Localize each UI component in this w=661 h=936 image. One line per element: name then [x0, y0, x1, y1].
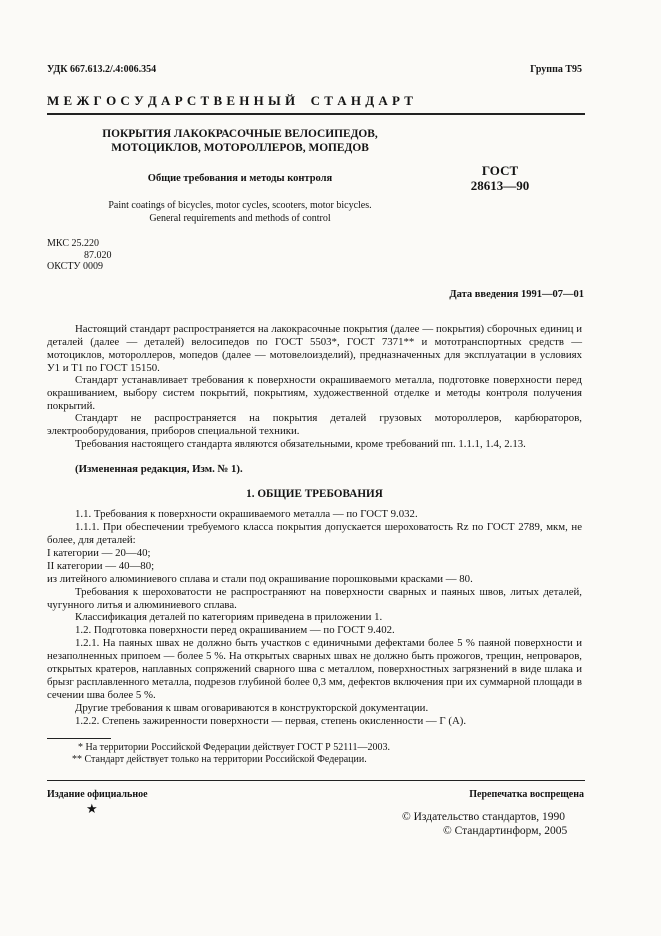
- mks-code-2: 87.020: [84, 250, 112, 261]
- footnote-rule: [47, 738, 111, 739]
- subtitle: Общие требования и методы контроля: [147, 173, 333, 184]
- footnote-2: ** Стандарт действует только на территории Российской Федерации.: [72, 754, 367, 765]
- title-line-1: ПОКРЫТИЯ ЛАКОКРАСОЧНЫЕ ВЕЛОСИПЕДОВ,: [102, 128, 378, 140]
- category-2: II категории — 40—80;: [47, 560, 155, 572]
- mks-code-1: МКС 25.220: [47, 238, 99, 249]
- section-1-title: 1. ОБЩИЕ ТРЕБОВАНИЯ: [246, 488, 383, 500]
- clause-1-1: 1.1. Требования к поверхности окрашиваемого металла — по ГОСТ 9.032.: [75, 508, 418, 520]
- standard-banner: М Е Ж Г О С У Д А Р С Т В Е Н Н Ы Й С Т А Н Д А Р Т: [47, 93, 414, 108]
- star-icon: ★: [86, 801, 98, 816]
- group-code: Группа Т95: [530, 64, 582, 75]
- amendment-note: (Измененная редакция, Изм. № 1).: [75, 463, 243, 475]
- clause-1-2-2: 1.2.2. Степень зажиренности поверхности — первая, степень окисленности — Г (А).: [75, 715, 467, 727]
- intro-paragraph-1: Настоящий стандарт распространяется на лакокрасочные покрытия (далее — покрытия) сборочных единиц и деталей (далее — деталей) велосипедов по ГОСТ 5503*, ГОСТ 7371** и мототранспортных средств — мотоциклов, мотороллеров, мопедов (далее — мотовелоизделий), предназначенных для эксплуатации в условиях У1 и Т1 по ГОСТ 15150.: [47, 323, 582, 374]
- footnote-1: * На территории Российской Федерации действует ГОСТ Р 52111—2003.: [78, 742, 390, 753]
- intro-date: Дата введения 1991—07—01: [449, 289, 584, 300]
- header-rule: [47, 113, 585, 115]
- copyright-1: © Издательство стандартов, 1990: [402, 811, 566, 823]
- english-title-1: Paint coatings of bicycles, motor cycles, scooters, motor bicycles.: [108, 200, 372, 211]
- udk-code: УДК 667.613.2/.4:006.354: [47, 64, 157, 75]
- intro-paragraph-2: Стандарт устанавливает требования к поверхности окрашиваемого металла, подготовке поверхности перед окрашиванием, выбору систем покрытий, покрытиям, художественной отделке и методы контроля получения покрытий.: [47, 374, 582, 412]
- clause-1-2: 1.2. Подготовка поверхности перед окрашиванием — по ГОСТ 9.402.: [75, 624, 395, 636]
- classification-note: Классификация деталей по категориям приведена в приложении 1.: [75, 611, 383, 623]
- gost-label: ГОСТ: [481, 163, 519, 178]
- category-1: I категории — 20—40;: [47, 547, 151, 559]
- other-requirements: Другие требования к швам оговариваются в конструкторской документации.: [75, 702, 429, 714]
- english-title-2: General requirements and methods of control: [149, 213, 331, 224]
- intro-paragraph-3: Стандарт не распространяется на покрытия деталей грузовых мотороллеров, карбюраторов, электрооборудования, приборов специальной техники.: [47, 412, 582, 437]
- clause-1-1-1: 1.1.1. При обеспечении требуемого класса покрытия допускается шероховатость Rz по ГОСТ 2789, мкм, не более, для деталей:: [47, 521, 582, 546]
- roughness-exceptions: Требования к шероховатости не распространяют на поверхности сварных и паяных швов, литых деталей, чугунного литья и алюминиевого сплава.: [47, 586, 582, 611]
- reprint-prohibited: Перепечатка воспрещена: [469, 789, 584, 800]
- intro-paragraph-4: Требования настоящего стандарта являются обязательными, кроме требований пп. 1.1.1, 1.4, 2.13.: [75, 438, 526, 450]
- title-line-2: МОТОЦИКЛОВ, МОТОРОЛЛЕРОВ, МОПЕДОВ: [111, 142, 369, 154]
- clause-1-2-1: 1.2.1. На паяных швах не должно быть участков с единичными дефектами более 5 % паяной поверхности и незаполненных припоем — более 5 %. На открытых сварных швах не должно быть прожогов, трещин, непроваров, открытых кратеров, наплавных сопряжений сварного шва с металлом, поверхностных загрязнений в виде шлака и брызг расплавленного металла, подрезов глубиной более 0,3 мм, дефектов включения при их суммарной площади в сечении шва более 5 %.: [47, 637, 582, 701]
- copyright-2: © Стандартинформ, 2005: [443, 825, 568, 837]
- official-edition: Издание официальное: [47, 789, 148, 800]
- cast-alloy-roughness: из литейного алюминиевого сплава и стали под окрашивание порошковыми красками — 80.: [47, 573, 473, 585]
- gost-number: 28613—90: [470, 178, 530, 193]
- footer-rule: [47, 780, 585, 781]
- okstu-code: ОКСТУ 0009: [47, 261, 104, 272]
